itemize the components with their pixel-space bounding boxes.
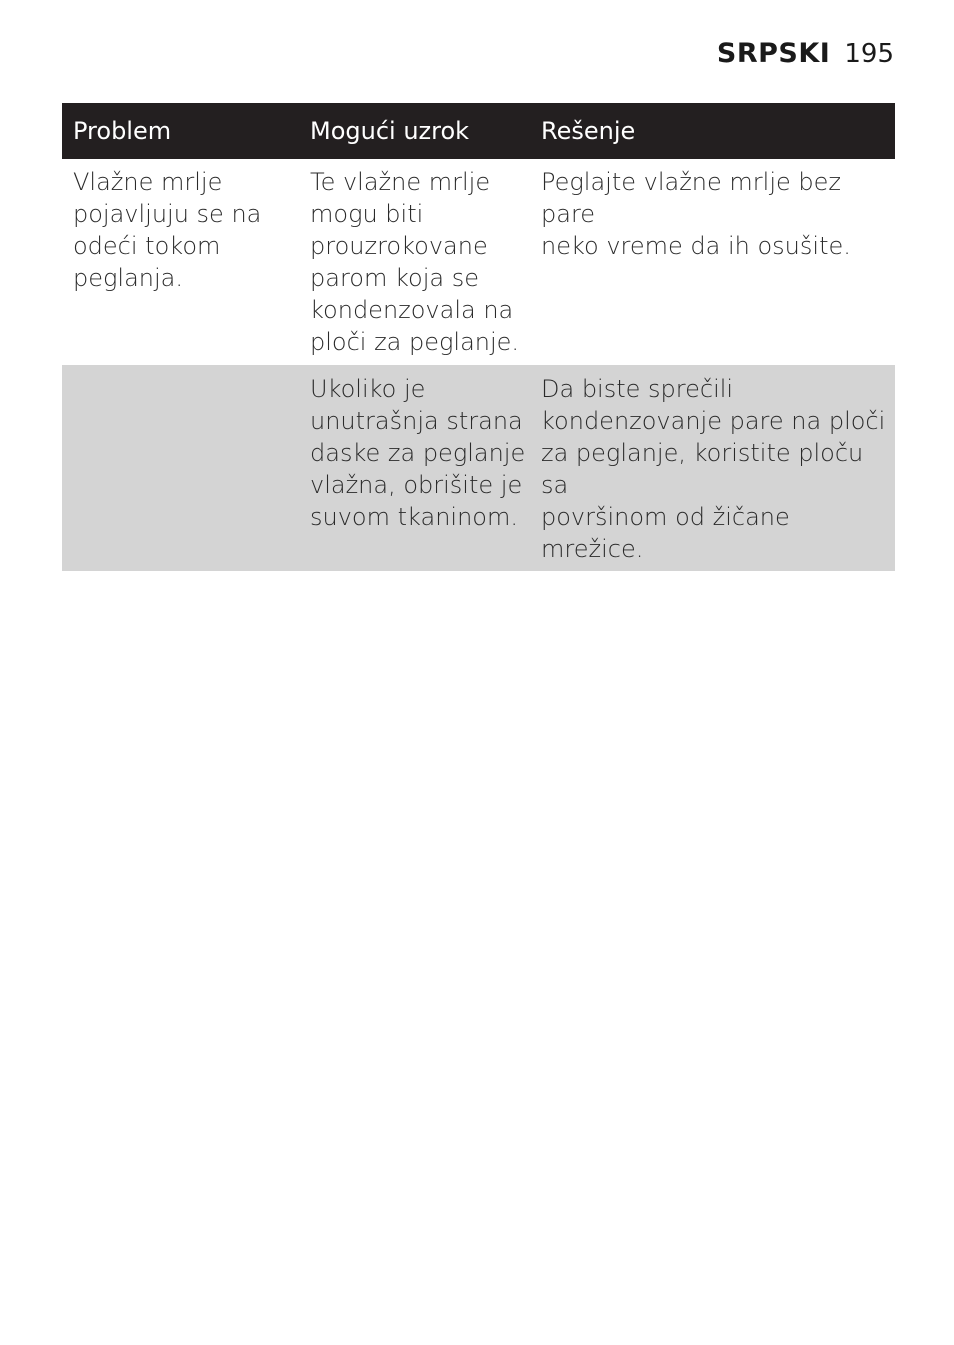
section-title: SRPSKI	[716, 38, 831, 69]
solution-cell: Peglajte vlažne mrlje bez pare neko vreme da ih osušite.	[541, 168, 851, 260]
problem-cell: Vlažne mrlje pojavljuju se na odeći tokom peglanja.	[73, 168, 262, 292]
column-header-cause: Mogući uzrok	[310, 117, 470, 145]
column-header-problem: Problem	[73, 117, 172, 145]
solution-cell: Da biste sprečili kondenzovanje pare na ploči za peglanje, koristite ploču sa površinom od žičane mrežice.	[541, 375, 886, 563]
problem-cell	[62, 365, 299, 571]
cause-cell: Ukoliko je unutrašnja strana daske za peglanje vlažna, obrišite je suvom tkaninom.	[310, 375, 526, 531]
page-header	[717, 38, 894, 69]
column-header-solution: Rešenje	[541, 117, 636, 145]
troubleshooting-table	[62, 103, 895, 571]
cause-cell: Te vlažne mrlje mogu biti prouzrokovane parom koja se kondenzovala na ploči za peglanje.	[310, 168, 520, 356]
page-number: 195	[844, 39, 894, 69]
table-header-row	[62, 103, 895, 159]
table-row	[62, 159, 895, 365]
table-row	[62, 365, 895, 571]
